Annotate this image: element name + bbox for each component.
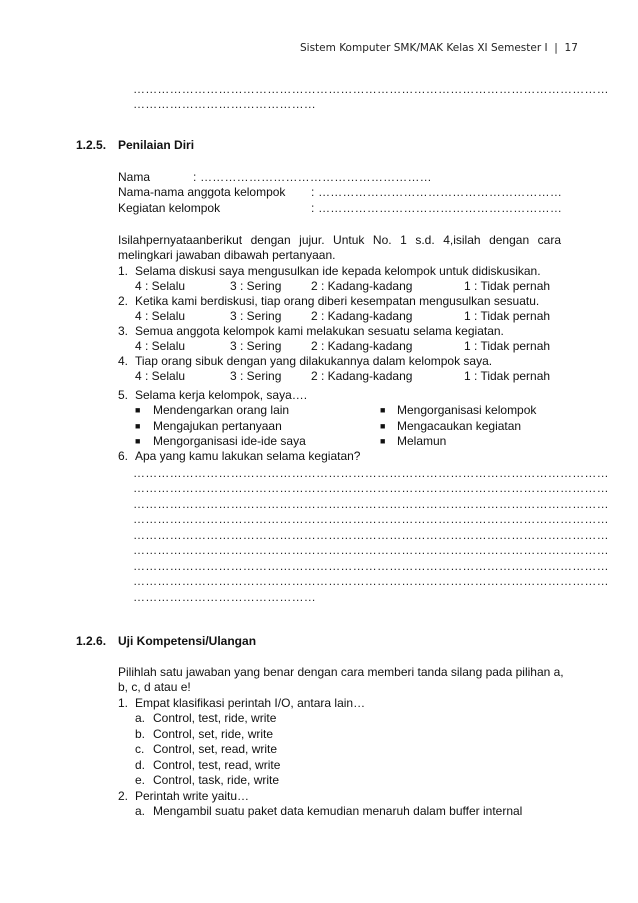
option-text: Control, task, ride, write	[153, 773, 280, 787]
option-text: Control, set, read, write	[153, 742, 278, 756]
option-text: Control, set, ride, write	[153, 727, 274, 741]
scale-selalu: 4 : Selalu	[135, 309, 186, 323]
dotted-answer-line: ………………………………………………………………………………………………………	[133, 82, 609, 96]
question-text: Perintah write yaitu…	[135, 789, 250, 803]
dotted-answer-line: ………………………………………………………………………………………………………	[133, 543, 609, 557]
scale-tidak-pernah: 1 : Tidak pernah	[464, 339, 551, 353]
instructions-line: Pilihlah satu jawaban yang benar dengan cara memberi tanda silang pada pilihan a,	[118, 665, 564, 679]
dotted-answer-line: ………………………………………	[133, 97, 316, 111]
instructions-line: melingkari jawaban dibawah pertanyaan.	[118, 248, 336, 262]
page-header	[300, 42, 578, 54]
question-number: 4.	[118, 354, 129, 368]
question-number: 2.	[118, 294, 129, 308]
question-number: 2.	[118, 789, 129, 803]
option-letter: e.	[135, 773, 146, 787]
option-right: Mengorganisasi kelompok	[397, 403, 537, 417]
instructions-line: b, c, d atau e!	[118, 680, 191, 694]
dotted-answer-line: ………………………………………………………………………………………………………	[133, 497, 609, 511]
field-value-nama: : …………………………………………………	[193, 170, 432, 184]
question-text: Semua anggota kelompok kami melakukan sesuatu selama kegiatan.	[135, 324, 504, 338]
scale-tidak-pernah: 1 : Tidak pernah	[464, 309, 551, 323]
scale-kadang: 2 : Kadang-kadang	[311, 369, 413, 383]
question-text: Selama kerja kelompok, saya….	[135, 388, 308, 402]
question-number: 5.	[118, 388, 129, 402]
scale-selalu: 4 : Selalu	[135, 279, 186, 293]
scale-sering: 3 : Sering	[230, 309, 282, 323]
scale-kadang: 2 : Kadang-kadang	[311, 339, 413, 353]
option-letter: a.	[135, 804, 146, 818]
scale-sering: 3 : Sering	[230, 339, 282, 353]
option-left: Mengajukan pertanyaan	[153, 419, 282, 433]
option-right: Melamun	[397, 434, 447, 448]
field-value-anggota: : ……………………………………………………	[311, 185, 563, 199]
field-label-nama: Nama	[118, 170, 151, 184]
option-text: Control, test, ride, write	[153, 711, 277, 725]
header-separator: |	[550, 42, 562, 54]
section-title: Penilaian Diri	[118, 138, 195, 152]
section-number: 1.2.5.	[76, 138, 107, 152]
dotted-answer-line: ………………………………………………………………………………………………………	[133, 481, 609, 495]
section-number: 1.2.6.	[76, 634, 107, 648]
option-letter: b.	[135, 727, 146, 741]
option-right: Mengacaukan kegiatan	[397, 419, 522, 433]
section-title: Uji Kompetensi/Ulangan	[118, 634, 257, 648]
dotted-answer-line: ………………………………………………………………………………………………………	[133, 528, 609, 542]
question-number: 6.	[118, 449, 129, 463]
question-text: Empat klasifikasi perintah I/O, antara lain…	[135, 696, 366, 710]
scale-sering: 3 : Sering	[230, 369, 282, 383]
field-label-anggota: Nama-nama anggota kelompok	[118, 185, 286, 199]
option-left: Mendengarkan orang lain	[153, 403, 290, 417]
dotted-answer-line: ………………………………………………………………………………………………………	[133, 559, 609, 573]
scale-sering: 3 : Sering	[230, 279, 282, 293]
question-text: Apa yang kamu lakukan selama kegiatan?	[135, 449, 361, 463]
square-bullet-icon: ■	[380, 421, 386, 431]
square-bullet-icon: ■	[135, 405, 141, 415]
page-number: 17	[564, 42, 578, 54]
header-text: Sistem Komputer SMK/MAK Kelas XI Semester I	[300, 42, 548, 54]
field-value-kegiatan: : ……………………………………………………	[311, 201, 563, 215]
option-text: Mengambil suatu paket data kemudian menaruh dalam buffer internal	[153, 804, 523, 818]
dotted-answer-line: ………………………………………………………………………………………………………	[133, 512, 609, 526]
square-bullet-icon: ■	[380, 405, 386, 415]
scale-selalu: 4 : Selalu	[135, 339, 186, 353]
question-number: 3.	[118, 324, 129, 338]
dotted-answer-line: ………………………………………………………………………………………………………	[133, 466, 609, 480]
option-text: Control, test, read, write	[153, 758, 281, 772]
option-letter: a.	[135, 711, 146, 725]
scale-selalu: 4 : Selalu	[135, 369, 186, 383]
question-number: 1.	[118, 264, 129, 278]
question-text: Tiap orang sibuk dengan yang dilakukannya dalam kelompok saya.	[135, 354, 493, 368]
question-text: Selama diskusi saya mengusulkan ide kepada kelompok untuk didiskusikan.	[135, 264, 541, 278]
dotted-answer-line: ………………………………………	[133, 590, 316, 604]
instructions-line: Isilahpernyataanberikut dengan jujur. Untuk No. 1 s.d. 4,isilah dengan cara	[118, 233, 561, 247]
scale-tidak-pernah: 1 : Tidak pernah	[464, 369, 551, 383]
scale-kadang: 2 : Kadang-kadang	[311, 309, 413, 323]
question-number: 1.	[118, 696, 129, 710]
scale-tidak-pernah: 1 : Tidak pernah	[464, 279, 551, 293]
option-left: Mengorganisasi ide-ide saya	[153, 434, 306, 448]
square-bullet-icon: ■	[380, 436, 386, 446]
question-text: Ketika kami berdiskusi, tiap orang diberi kesempatan mengusulkan sesuatu.	[135, 294, 540, 308]
scale-kadang: 2 : Kadang-kadang	[311, 279, 413, 293]
field-label-kegiatan: Kegiatan kelompok	[118, 201, 221, 215]
option-letter: c.	[135, 742, 145, 756]
square-bullet-icon: ■	[135, 436, 141, 446]
square-bullet-icon: ■	[135, 421, 141, 431]
option-letter: d.	[135, 758, 146, 772]
dotted-answer-line: ………………………………………………………………………………………………………	[133, 574, 609, 588]
